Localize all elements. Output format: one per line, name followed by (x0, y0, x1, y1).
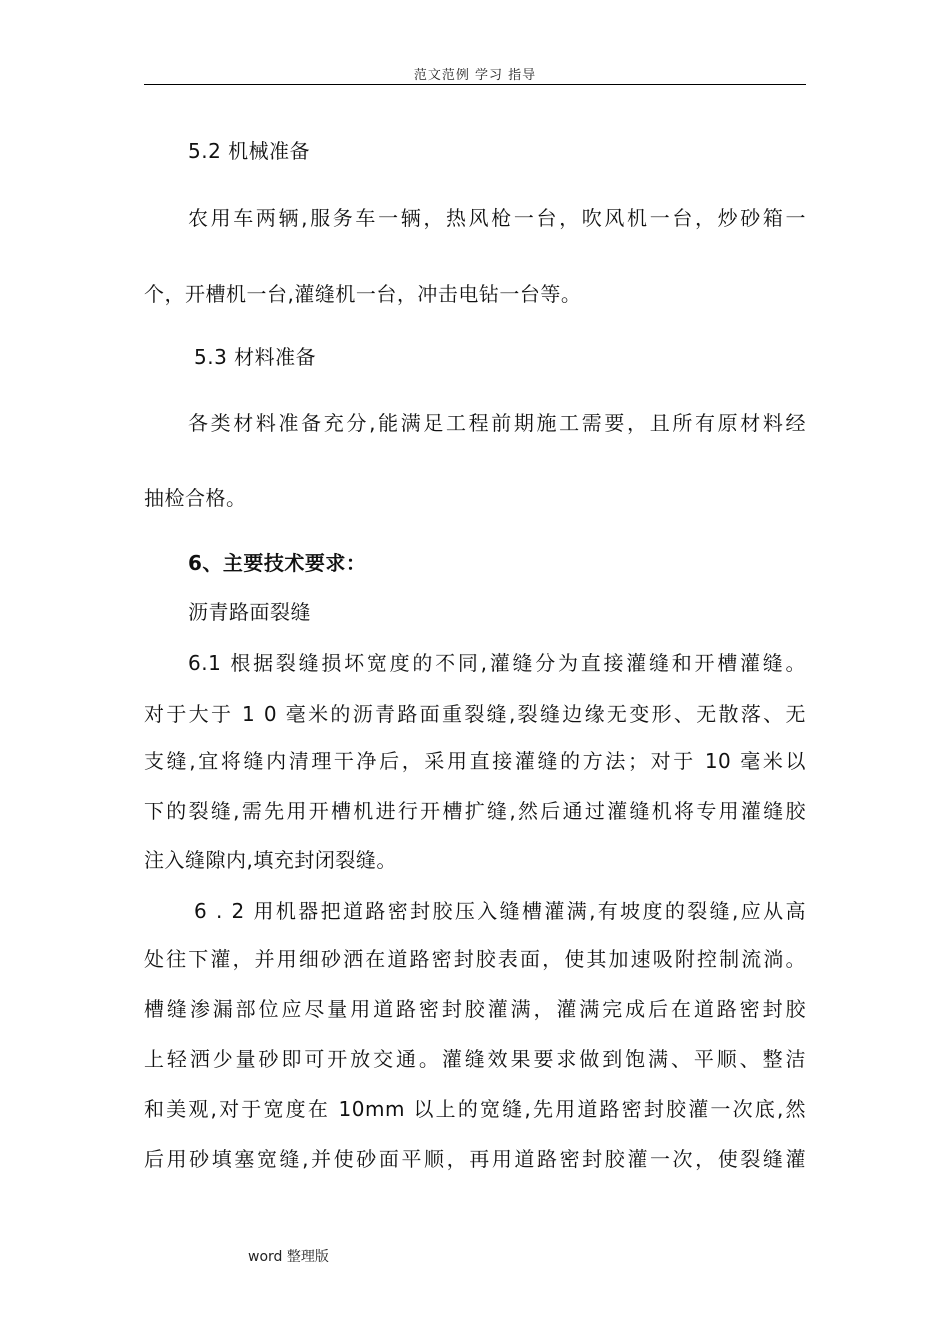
header-rule (144, 84, 806, 85)
paragraph-line: 下的裂缝,需先用开槽机进行开槽扩缝,然后通过灌缝机将专用灌缝胶 (144, 799, 806, 823)
paragraph-line: 各类材料准备充分,能满足工程前期施工需要，且所有原材料经 (188, 411, 806, 435)
paragraph-line: 槽缝渗漏部位应尽量用道路密封胶灌满，灌满完成后在道路密封胶 (144, 997, 806, 1021)
page-footer: word 整理版 (248, 1249, 329, 1265)
heading-5-3: 5.3 材料准备 (194, 345, 317, 369)
paragraph-line: 对于大于 1 0 毫米的沥青路面重裂缝,裂缝边缘无变形、无散落、无 (144, 702, 806, 726)
paragraph-line: 抽检合格。 (144, 486, 247, 510)
heading-6: 6、主要技术要求： (188, 551, 367, 575)
page-header: 范文范例 学习 指导 (413, 68, 537, 83)
paragraph-line: 注入缝隙内,填充封闭裂缝。 (144, 848, 397, 872)
subheading-asphalt-cracks: 沥青路面裂缝 (188, 600, 311, 624)
paragraph-line: 农用车两辆,服务车一辆，热风枪一台，吹风机一台，炒砂箱一 (188, 206, 806, 230)
paragraph-line: 后用砂填塞宽缝,并使砂面平顺，再用道路密封胶灌一次，使裂缝灌 (144, 1147, 806, 1171)
heading-5-2: 5.2 机械准备 (188, 139, 311, 163)
paragraph-line: 6.1 根据裂缝损坏宽度的不同,灌缝分为直接灌缝和开槽灌缝。 (188, 651, 806, 675)
paragraph-line: 上轻洒少量砂即可开放交通。灌缝效果要求做到饱满、平顺、整洁 (144, 1047, 806, 1071)
paragraph-line: 个，开槽机一台,灌缝机一台，冲击电钻一台等。 (144, 282, 582, 306)
paragraph-line: 和美观,对于宽度在 10mm 以上的宽缝,先用道路密封胶灌一次底,然 (144, 1097, 806, 1121)
paragraph-line: 6 . 2 用机器把道路密封胶压入缝槽灌满,有坡度的裂缝,应从高 (194, 899, 806, 923)
paragraph-line: 处往下灌，并用细砂洒在道路密封胶表面，使其加速吸附控制流淌。 (144, 947, 806, 971)
paragraph-line: 支缝,宜将缝内清理干净后，采用直接灌缝的方法；对于 10 毫米以 (144, 749, 806, 773)
